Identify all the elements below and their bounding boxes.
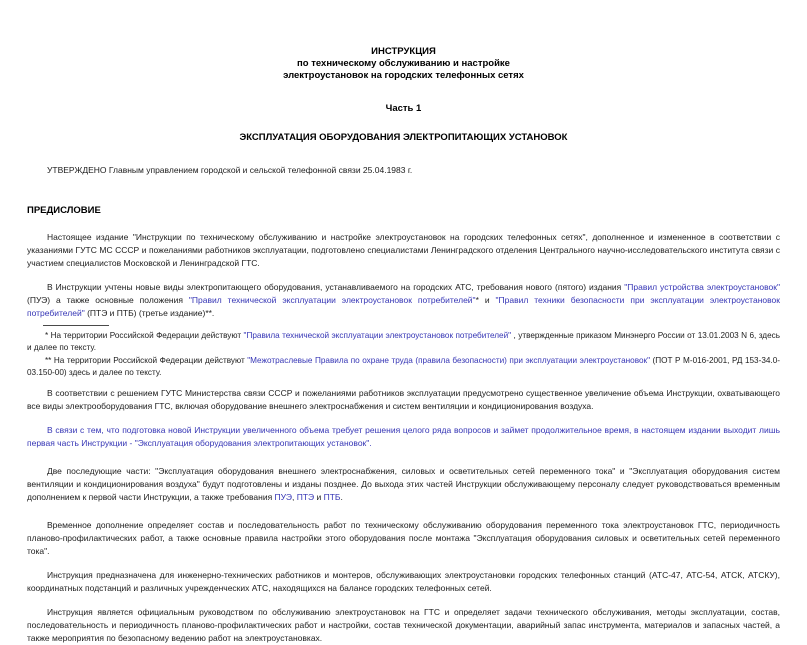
part-subtitle: ЭКСПЛУАТАЦИЯ ОБОРУДОВАНИЯ ЭЛЕКТРОПИТАЮЩИХ УСТАНОВОК xyxy=(239,132,568,143)
footnote xyxy=(27,330,780,354)
text-run: , xyxy=(291,492,297,502)
paragraph xyxy=(27,465,780,504)
text-run: (ПОТ Р М-016-2001, РД 153-34.0-03.150-00) здесь и далее по тексту. xyxy=(27,356,780,377)
document-link[interactable]: ПТЭ xyxy=(296,492,315,502)
document-link[interactable]: "Межотраслевые Правила по охране труда (правила безопасности) при эксплуатации электроустановок" xyxy=(247,356,651,365)
text-run: (ПУЭ) а также основные положения xyxy=(27,295,189,305)
document-title xyxy=(27,46,780,82)
text-run: В соответствии с решением ГУТС Министерства связи СССР и пожеланиями работников эксплуатации предусмотрено существенное увеличение объема Инструкции, охватывающего все виды электрооборудования ГТС, включая оборудование внешнего электроснабжения и систем вентиляции и кондиционирования воздуха. xyxy=(27,388,780,411)
text-run: * и xyxy=(475,295,496,305)
text-run: * На территории Российской Федерации действуют xyxy=(45,331,244,340)
text-run: В Инструкции учтены новые виды электропитающего оборудования, устанавливаемого на городских АТС, требования нового (пятого) издания xyxy=(47,282,625,292)
paragraph xyxy=(27,281,780,320)
document-link[interactable]: "Правил устройства электроустановок" xyxy=(624,282,780,292)
text-run: и xyxy=(314,492,324,502)
paragraph xyxy=(27,231,780,270)
document-link[interactable]: "Правил технической эксплуатации электроустановок потребителей" xyxy=(188,295,476,305)
text-run: (ПТЭ и ПТБ) (третье издание)**. xyxy=(84,308,215,318)
document-link[interactable]: "Правила технической эксплуатации электроустановок потребителей" xyxy=(243,331,512,340)
text-run: Инструкция предназначена для инженерно-технических работников и монтеров, обслуживающих электроустановки городских телефонных станций (АТС-47, АТС-54, АТСК, АТСКУ), координатных подстанций и различных учрежденческих АТС, находящихся на балансе городских телефонных сетей. xyxy=(27,570,780,593)
text-run: . xyxy=(340,492,343,502)
title-line-3: электроустановок на городских телефонных сетях xyxy=(283,70,524,81)
text-run: Временное дополнение определяет состав и последовательность работ по техническому обслуживанию оборудования переменного тока электроустановок ГТС, периодичность планово-профилактических работ, а также основные правила настройки этого оборудования после монтажа "Эксплуатация оборудования силовых и осветительных сетей переменного тока". xyxy=(27,520,780,556)
document-body xyxy=(27,231,780,645)
paragraph xyxy=(27,519,780,558)
footnote xyxy=(27,355,780,379)
text-run: , утвержденные приказом Минэнерго России от 13.01.2003 N 6, здесь и далее по тексту. xyxy=(27,331,780,352)
approval-line: УТВЕРЖДЕНО Главным управлением городской и сельской телефонной связи 25.04.1983 г. xyxy=(47,165,413,175)
paragraph xyxy=(27,387,780,413)
text-run: Инструкция является официальным руководством по обслуживанию электроустановок на ГТС и определяет задачи технического обслуживания, методы эксплуатации, состав, последовательность и периодичность планово-профилактических работ и настройки, состав технической документации, аварийный запас инструмента, материалов и запасных частей, а также мероприятия по безопасному ведению работ на электроустановках. xyxy=(27,607,780,643)
document-link[interactable]: ПТБ xyxy=(323,492,341,502)
section-heading-preface: ПРЕДИСЛОВИЕ xyxy=(27,205,101,216)
document-link[interactable]: ПУЭ xyxy=(274,492,292,502)
text-run: В связи с тем, что подготовка новой Инструкции увеличенного объема требует решения целого ряда вопросов и займет продолжительное время, в настоящем издании выходит лишь первая часть Инструкции - "Эксплуатация оборудования электропитающих установок". xyxy=(27,425,780,448)
part-heading: Часть 1 xyxy=(385,103,422,114)
paragraph xyxy=(27,606,780,645)
paragraph xyxy=(27,569,780,595)
title-line-1: ИНСТРУКЦИЯ xyxy=(371,46,436,57)
text-run: Две последующие части: "Эксплуатация оборудования внешнего электроснабжения, силовых и осветительных сетей переменного тока" и "Эксплуатация оборудования систем вентиляции и кондиционирования воздуха" будут подготовлены и изданы позднее. До выхода этих частей Инструкции обслуживающему персоналу следует руководствоваться временным дополнением к первой части Инструкции, а также требования xyxy=(27,466,780,502)
text-run: ** На территории Российской Федерации действуют xyxy=(45,356,248,365)
title-line-2: по техническому обслуживанию и настройке xyxy=(297,58,510,69)
footnote-separator xyxy=(43,325,109,326)
text-run: Настоящее издание "Инструкции по техническому обслуживанию и настройке электроустановок на городских телефонных сетях", дополненное и измененное в соответствии с указаниями ГУТС МС СССР и пожеланиями работников эксплуатации, подготовлено специалистами Ленинградского отделения Центрального научно-исследовательского института связи с участием специалистов Московской и Ленинградской ГТС. xyxy=(27,232,780,268)
document-link[interactable]: "Правил техники безопасности при эксплуатации электроустановок потребителей" xyxy=(27,295,780,318)
paragraph xyxy=(27,424,780,450)
